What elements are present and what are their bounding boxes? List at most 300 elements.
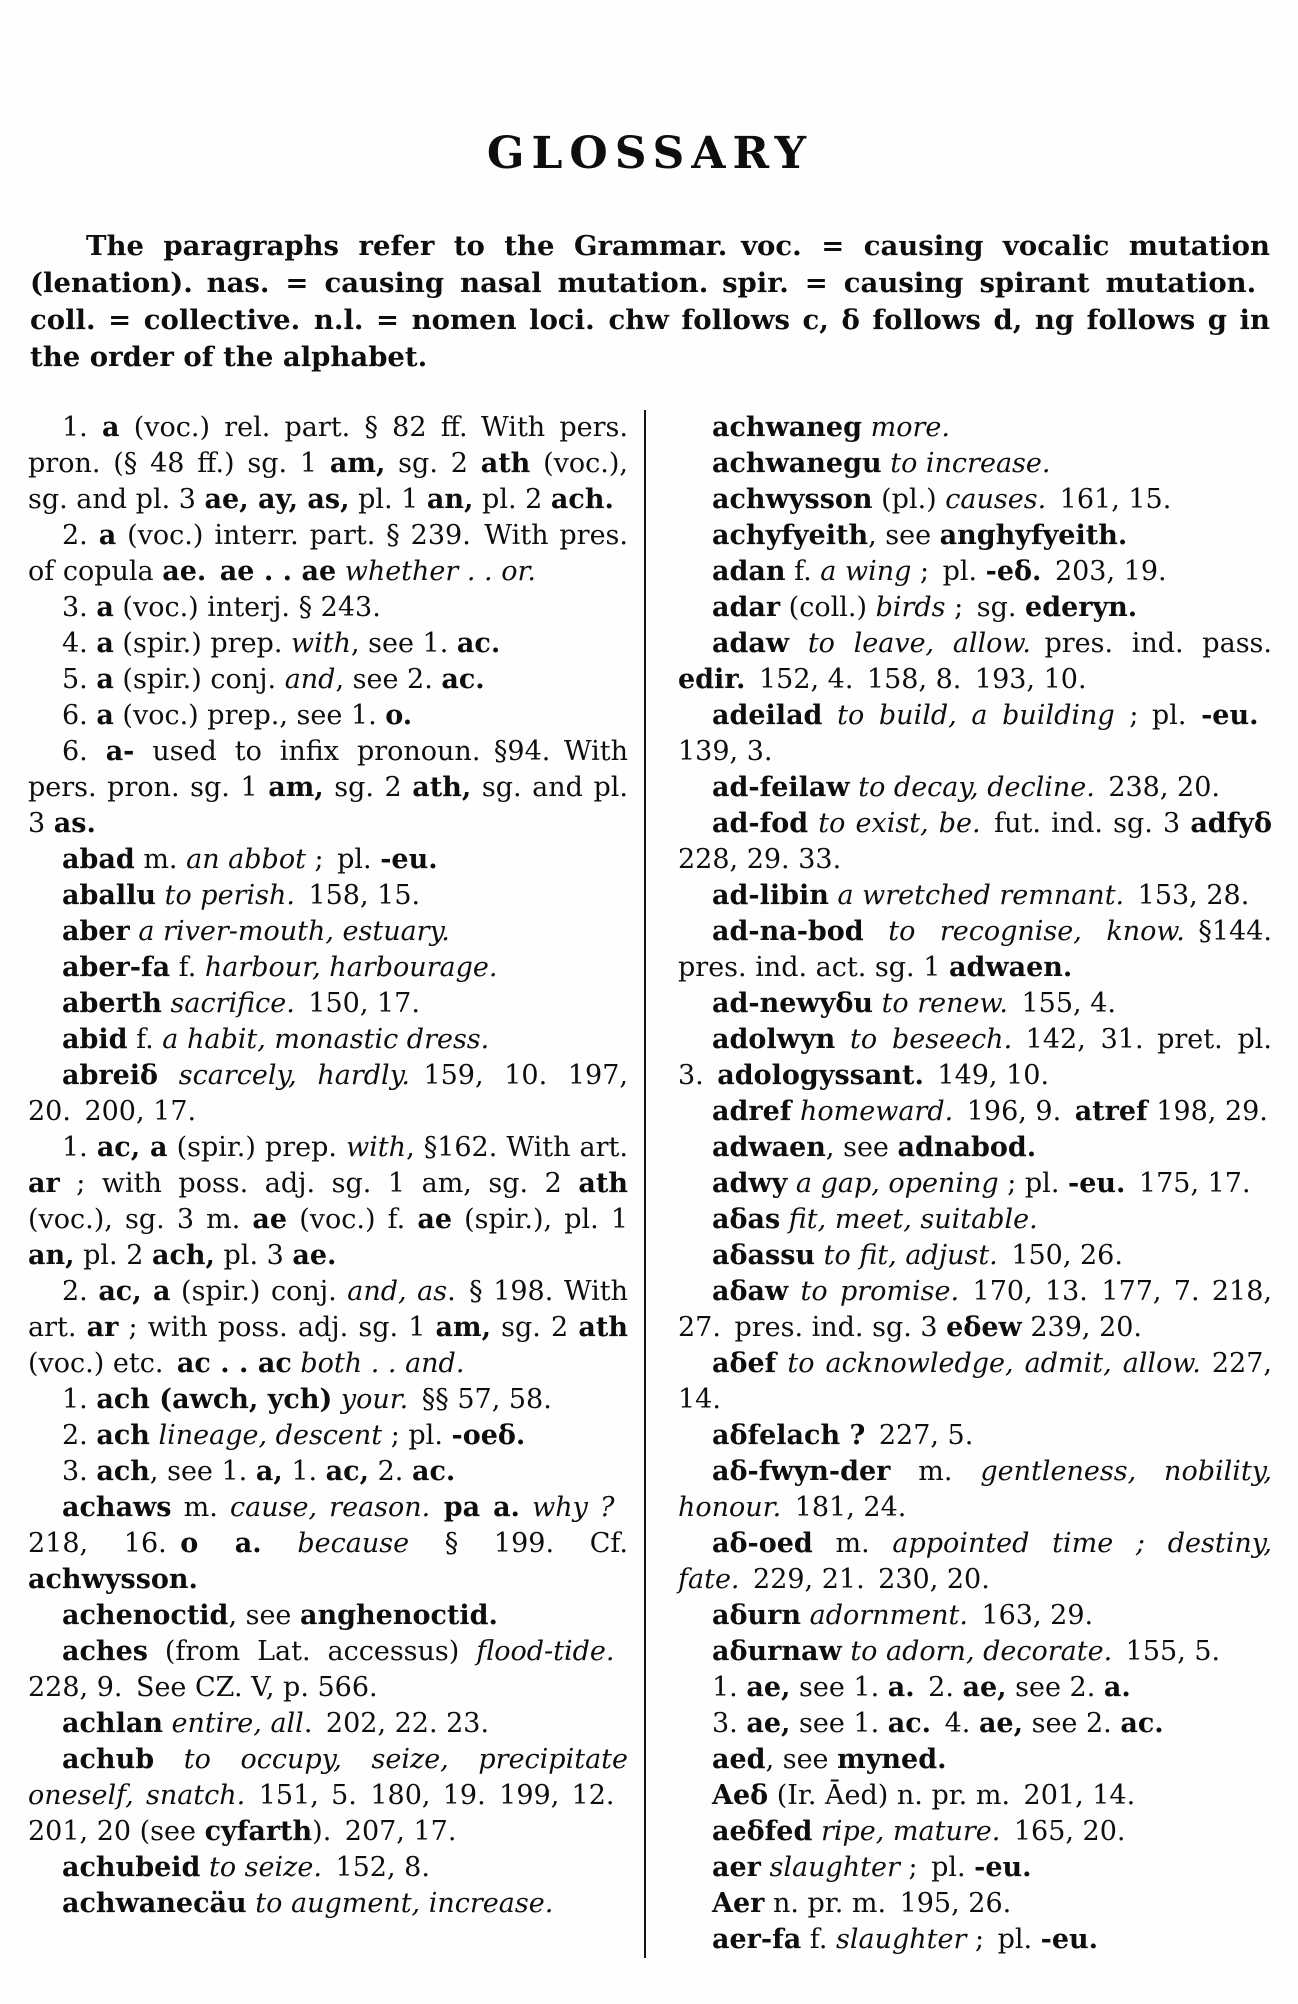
entry-text-segment: 149, 10. [923, 1060, 1050, 1091]
entry-text-segment: aδef [712, 1348, 777, 1379]
entry-text-segment: 3. [62, 1456, 97, 1487]
glossary-entry [28, 950, 628, 986]
glossary-entry [678, 554, 1272, 590]
entry-text-segment: anghenoctid. [300, 1600, 498, 1631]
glossary-entry [28, 1454, 628, 1490]
entry-text-segment: ath [578, 1168, 628, 1199]
entry-text-segment: with [291, 628, 351, 659]
entry-text-segment: -eu. [1040, 1924, 1099, 1955]
glossary-entry [678, 1094, 1272, 1130]
glossary-entry [28, 662, 628, 698]
entry-text-segment: -eδ. [985, 556, 1042, 587]
entry-text-segment: 1. [62, 1384, 97, 1415]
glossary-entry [678, 1418, 1272, 1454]
entry-text-segment: (spir.) prep. [167, 1132, 347, 1163]
entry-text-segment: , see 1. [149, 1456, 256, 1487]
entry-text-segment: -eu. [1068, 1168, 1126, 1199]
entry-text-segment: ac. [441, 664, 485, 695]
entry-text-segment: to leave, allow. [807, 628, 1031, 659]
glossary-entry [28, 1850, 628, 1886]
glossary-entry [28, 1058, 628, 1130]
entry-text-segment: ath, [412, 772, 472, 803]
entry-text-segment [154, 1744, 184, 1775]
glossary-entry [678, 986, 1272, 1022]
entry-text-segment: adolwyn [712, 1024, 836, 1055]
entry-text-segment: achwaneg [712, 412, 862, 443]
entry-text-segment: ad-fod [712, 808, 809, 839]
entry-text-segment: ; pl. [899, 1852, 975, 1883]
entry-text-segment: . 202, 22. 23. [303, 1708, 490, 1739]
entry-text-segment [882, 448, 891, 479]
glossary-columns [28, 410, 1272, 1958]
entry-text-segment: 229, 21. 230, 20. [739, 1564, 990, 1595]
glossary-entry [28, 626, 628, 662]
entry-text-segment: aber [62, 916, 130, 947]
entry-text-segment: a [96, 592, 114, 623]
glossary-entry [678, 1130, 1272, 1166]
entry-text-segment: achwanegu [712, 448, 882, 479]
entry-text-segment: f. [785, 556, 821, 587]
entry-text-segment: adref [712, 1096, 792, 1127]
entry-text-segment: aer [712, 1852, 761, 1883]
entry-text-segment: -eu. [974, 1852, 1032, 1883]
entry-text-segment: to beseech. [850, 1024, 1013, 1055]
entry-text-segment: 1. [712, 1672, 747, 1703]
entry-text-segment: 181, 24. [781, 1492, 907, 1523]
entry-text-segment: a, [255, 1456, 283, 1487]
entry-text-segment: ; with poss. adj. sg. 1 am, sg. 2 [59, 1168, 579, 1199]
glossary-entry [678, 1022, 1272, 1094]
entry-text-segment: , see [825, 1132, 898, 1163]
entry-text-segment: adfyδ [1190, 808, 1272, 839]
entry-text-segment: pl. 1 [349, 484, 427, 515]
entry-text-segment: m. [171, 1492, 230, 1523]
entry-text-segment: 203, 19. [1041, 556, 1167, 587]
glossary-entry [28, 1706, 628, 1742]
entry-text-segment [808, 808, 818, 839]
entry-text-segment: 159, 10. 197, 20. 200, 17. [28, 1060, 628, 1127]
entry-text-segment: abid [62, 1024, 128, 1055]
glossary-entry [28, 1022, 628, 1058]
entry-text-segment: (voc.), sg. 3 m. [28, 1204, 253, 1235]
entry-text-segment: o a. [180, 1528, 262, 1559]
entry-text-segment: sacrifice. [170, 988, 295, 1019]
entry-text-segment [850, 772, 859, 803]
entry-text-segment: appointed time ; destiny, fate. [678, 1528, 1272, 1595]
glossary-entry [28, 986, 628, 1022]
entry-text-segment: f. [127, 1024, 163, 1055]
entry-text-segment: aδ-oed [712, 1528, 813, 1559]
entry-text-segment: ; pl. [998, 1168, 1068, 1199]
entry-text-segment [788, 1276, 800, 1307]
entry-text-segment: ; pl. [382, 1420, 452, 1451]
entry-text-segment: edir. [678, 664, 746, 695]
entry-text-segment: (pl.) [872, 484, 946, 515]
entry-text-segment: more. [870, 412, 950, 443]
entry-text-segment: 196, 9. [953, 1096, 1075, 1127]
entry-text-segment: to build, a building [837, 700, 1115, 731]
entry-text-segment: birds [875, 592, 946, 623]
entry-text-segment: adologyssant. [717, 1060, 924, 1091]
entry-text-segment: an, [426, 484, 474, 515]
entry-text-segment: achub [62, 1744, 155, 1775]
entry-text-segment: 227, 5. [865, 1420, 974, 1451]
entry-text-segment: abreiδ [62, 1060, 159, 1091]
entry-text-segment: homeward. [800, 1096, 954, 1127]
entry-text-segment: ae, [746, 1708, 791, 1739]
entry-text-segment: ; pl. [1114, 700, 1202, 731]
entry-text-segment [156, 880, 165, 911]
entry-text-segment: ae, [978, 1708, 1024, 1739]
entry-text-segment [789, 628, 808, 659]
entry-text-segment: (voc.) rel. part. § 82 ff. With pers. pron. (§ 48 ff.) sg. 1 [28, 412, 628, 479]
entry-text-segment: to occupy, seize, precipitate oneself, snatch. [28, 1744, 628, 1811]
entry-text-segment: sg. and pl. 3 [28, 772, 628, 839]
page-title: GLOSSARY [486, 128, 814, 179]
entry-text-segment: adan [712, 556, 786, 587]
entry-text-segment: aber-fa [62, 952, 171, 983]
entry-text-segment: achenoctid [62, 1600, 229, 1631]
entry-text-segment: ac. [456, 628, 501, 659]
entry-text-segment: ; with poss. adj. sg. 1 [118, 1312, 436, 1343]
entry-text-segment: 6. [62, 700, 97, 731]
glossary-entry [678, 1670, 1272, 1706]
glossary-entry [28, 1742, 628, 1850]
entry-text-segment: ach [96, 1420, 150, 1451]
entry-text-segment: 152, 4. 158, 8. 193, 10. [745, 664, 1087, 695]
entry-text-segment: ae, [962, 1672, 1007, 1703]
entry-text-segment: ach [96, 1456, 150, 1487]
entry-text-segment: (coll.) [780, 592, 876, 623]
entry-text-segment: §§ 57, 58. [408, 1384, 552, 1415]
entry-text-segment: as. [53, 808, 96, 839]
entry-text-segment: 4. [931, 1708, 979, 1739]
entry-text-segment: 142, 31. pret. pl. 3. [678, 1024, 1273, 1091]
entry-text-segment: ac, [325, 1456, 370, 1487]
entry-text-segment: 228, 9. See CZ. V, p. 566. [28, 1636, 628, 1703]
entry-text-segment: 3. [712, 1708, 747, 1739]
entry-text-segment: 1. [62, 412, 102, 443]
entry-text-segment: a. [887, 1672, 915, 1703]
entry-text-segment: a. [1103, 1672, 1131, 1703]
glossary-entry [28, 698, 628, 734]
entry-text-segment: to adorn, decorate. [850, 1636, 1113, 1667]
entry-text-segment [780, 1204, 789, 1235]
entry-text-segment: 165, 20. [1000, 1816, 1126, 1847]
entry-text-segment [812, 1816, 821, 1847]
entry-text-segment: am, [329, 448, 386, 479]
entry-text-segment: aed [712, 1744, 766, 1775]
glossary-entry [678, 1706, 1272, 1742]
column-right [678, 410, 1272, 1958]
entry-text-segment: ; pl. [305, 844, 381, 875]
entry-text-segment: (spir.) conj. [170, 1276, 348, 1307]
entry-text-segment: a wing [820, 556, 912, 587]
entry-text-segment: a wretched remnant. [837, 880, 1125, 911]
entry-text-segment: to perish. [164, 880, 295, 911]
entry-text-segment: ae [252, 1204, 288, 1235]
entry-text-segment: (voc.) f. [287, 1204, 418, 1235]
glossary-entry [678, 1274, 1272, 1346]
entry-text-segment: myned. [837, 1744, 947, 1775]
entry-text-segment: a- [105, 736, 135, 767]
entry-text-segment: (voc.) interj. § 243. [113, 592, 381, 623]
entry-text-segment: (spir.), pl. 1 [452, 1204, 628, 1235]
glossary-entry [678, 698, 1272, 770]
entry-text-segment: aδfelach ? [712, 1420, 866, 1451]
entry-text-segment: an, [28, 1240, 75, 1271]
entry-text-segment: aballu [62, 880, 157, 911]
glossary-entry [678, 626, 1272, 698]
entry-text-segment: , see 2. [335, 664, 442, 695]
entry-text-segment: to seize. [208, 1852, 322, 1883]
entry-text-segment: § 199. Cf. [409, 1528, 628, 1559]
entry-text-segment: -eu. [1201, 700, 1259, 731]
entry-text-segment: 158, 15. [294, 880, 421, 911]
entry-text-segment: (voc.), sg. and pl. 3 [28, 448, 628, 515]
glossary-entry [678, 482, 1272, 518]
entry-text-segment: 2. [914, 1672, 963, 1703]
entry-text-segment: see 1. [790, 1708, 888, 1739]
entry-text-segment: pl. 2 [74, 1240, 152, 1271]
entry-text-segment: Aer [712, 1888, 765, 1919]
entry-text-segment: 5. [62, 664, 97, 695]
entry-text-segment: 150, 26. [997, 1240, 1123, 1271]
entry-text-segment: 1. [282, 1456, 326, 1487]
entry-text-segment: adaw [712, 628, 790, 659]
glossary-entry [28, 1418, 628, 1454]
entry-text-segment: 2. [369, 1456, 412, 1487]
entry-text-segment: 139, 3. [678, 700, 1272, 767]
entry-text-segment: achyfyeith [712, 520, 869, 551]
glossary-entry [678, 1778, 1272, 1814]
entry-text-segment: f. [801, 1924, 836, 1955]
entry-text-segment: ; pl. [911, 556, 986, 587]
entry-text-segment: see 2. [1006, 1672, 1104, 1703]
entry-text-segment: why ? [532, 1492, 615, 1523]
glossary-entry [678, 446, 1272, 482]
entry-text-segment: your. [340, 1384, 409, 1415]
entry-text-segment: a [96, 700, 114, 731]
entry-text-segment: f. [170, 952, 205, 983]
entry-text-segment: aberth [62, 988, 162, 1019]
entry-text-segment: Aeδ [712, 1780, 769, 1811]
entry-text-segment: used to infix pronoun. §94. With pers. pron. sg. 1 [28, 736, 628, 803]
entry-text-segment [776, 1348, 787, 1379]
glossary-entry [678, 1886, 1272, 1922]
entry-text-segment: an abbot [186, 844, 306, 875]
entry-text-segment: cause, reason. [230, 1492, 431, 1523]
glossary-entry [678, 518, 1272, 554]
entry-text-segment: because [297, 1528, 410, 1559]
glossary-entry [28, 914, 628, 950]
entry-text-segment: am, [435, 1312, 492, 1343]
glossary-entry [28, 1886, 628, 1922]
entry-text-segment [791, 1096, 800, 1127]
entry-text-segment: ac, a [98, 1276, 171, 1307]
entry-text-segment: m. [134, 844, 187, 875]
entry-text-segment: 2. [62, 1276, 99, 1307]
glossary-entry [28, 1598, 628, 1634]
entry-text-segment: achwanecäu [62, 1888, 247, 1919]
entry-text-segment: ; sg. [945, 592, 1026, 623]
glossary-entry [28, 590, 628, 626]
entry-text-segment: with [346, 1132, 407, 1163]
glossary-entry [678, 770, 1272, 806]
entry-text-segment [761, 1852, 770, 1883]
glossary-entry [678, 878, 1272, 914]
entry-text-segment [862, 412, 871, 443]
glossary-entry [28, 878, 628, 914]
entry-text-segment: (from Lat. accessus) [147, 1636, 477, 1667]
entry-text-segment: ad-feilaw [712, 772, 850, 803]
entry-text-segment: 2. [62, 520, 99, 551]
entry-text-segment: ar [86, 1312, 119, 1343]
entry-text-segment [787, 1168, 796, 1199]
entry-text-segment: ). 207, 17. [312, 1816, 457, 1847]
entry-text-segment: to recognise, know. [888, 916, 1185, 947]
entry-text-segment: lineage, descent [158, 1420, 383, 1451]
entry-text-segment [873, 988, 882, 1019]
entry-text-segment: see 1. [790, 1672, 888, 1703]
entry-text-segment: to exist, be. [818, 808, 981, 839]
entry-text-segment: ach, [151, 1240, 215, 1271]
entry-text-segment: m. [890, 1456, 981, 1487]
entry-text-segment: pres. ind. pass. [1030, 628, 1272, 659]
entry-text-segment: 152, 8. [321, 1852, 430, 1883]
glossary-entry [678, 1634, 1272, 1670]
entry-text-segment: a [96, 628, 114, 659]
entry-text-segment: eδew [946, 1312, 1022, 1343]
entry-text-segment: aer-fa [712, 1924, 802, 1955]
entry-text-segment: ac. [411, 1456, 456, 1487]
entry-text-segment: adar [712, 592, 781, 623]
entry-text-segment: slaughter [769, 1852, 900, 1883]
entry-text-segment: cyfarth [204, 1816, 313, 1847]
entry-text-segment [801, 1600, 810, 1631]
entry-text-segment: and, as [347, 1276, 448, 1307]
glossary-entry [28, 1382, 628, 1418]
entry-text-segment: adnabod. [897, 1132, 1037, 1163]
entry-text-segment: 239, 20. [1021, 1312, 1143, 1343]
entry-text-segment: ripe, mature. [820, 1816, 1001, 1847]
entry-text-segment [520, 1492, 532, 1523]
entry-text-segment: 163, 29. [967, 1600, 1094, 1631]
entry-text-segment: pa a. [443, 1492, 520, 1523]
entry-text-segment: (voc.) etc. [28, 1348, 177, 1379]
entry-text-segment: ad-libin [712, 880, 829, 911]
entry-text-segment [332, 1384, 341, 1415]
entry-text-segment: to increase. [890, 448, 1051, 479]
entry-text-segment: achubeid [62, 1852, 201, 1883]
entry-text-segment: abad [62, 844, 135, 875]
entry-text-segment [815, 1240, 824, 1271]
entry-text-segment [430, 1492, 444, 1523]
glossary-entry [678, 1850, 1272, 1886]
entry-text-segment: adwaen [712, 1132, 826, 1163]
entry-text-segment: (Ir. Āed) n. pr. m. 201, 14. [768, 1780, 1136, 1811]
entry-text-segment: (spir.) prep. [113, 628, 291, 659]
entry-text-segment: both . . and. [300, 1348, 465, 1379]
entry-text-segment: (voc.) prep., see 1. [113, 700, 386, 731]
entry-text-segment: anghyfyeith. [939, 520, 1128, 551]
entry-text-segment: to augment, increase. [255, 1888, 554, 1919]
entry-text-segment: aeδfed [712, 1816, 813, 1847]
entry-text-segment: adeilad [712, 700, 823, 731]
intro-paragraph: The paragraphs refer to the Grammar. voc. = causing vocalic mutation (lenation). nas. = causing nasal mutation. spir. = causing spirant mutation. coll. = collective. n.l. = nomen loci. chw follows c, δ follows d, ng follows g in the order of the alphabet. [30, 230, 1270, 373]
entry-text-segment: achaws [62, 1492, 172, 1523]
entry-text-segment: adornment. [809, 1600, 968, 1631]
entry-text-segment: sg. 2 [491, 1312, 579, 1343]
entry-text-segment [163, 1708, 172, 1739]
entry-text-segment: ac, a [96, 1132, 168, 1163]
entry-text-segment: aδurn [712, 1600, 801, 1631]
entry-text-segment: 150, 17. [294, 988, 420, 1019]
entry-text-segment: flood-tide. [476, 1636, 615, 1667]
entry-text-segment: atref [1074, 1096, 1148, 1127]
entry-text-segment: -oeδ. [451, 1420, 526, 1451]
glossary-entry [678, 1454, 1272, 1526]
entry-text-segment: fut. ind. sg. 3 [980, 808, 1191, 839]
glossary-entry [678, 1922, 1272, 1958]
entry-text-segment: achwysson [712, 484, 873, 515]
glossary-entry [678, 1166, 1272, 1202]
entry-text-segment [150, 1420, 159, 1451]
entry-text-segment: pl. 2 [473, 484, 551, 515]
column-divider-rule [644, 410, 646, 1958]
glossary-entry [28, 1490, 628, 1598]
entry-text-segment: ath [578, 1312, 628, 1343]
entry-text-segment: n. pr. m. 195, 26. [764, 1888, 1012, 1919]
entry-text-segment: whether . . or. [336, 556, 537, 587]
entry-text-segment: , see [228, 1600, 300, 1631]
entry-text-segment [262, 1528, 298, 1559]
entry-text-segment: pl. 3 [214, 1240, 293, 1271]
glossary-entry [678, 914, 1272, 986]
entry-text-segment: 6. [62, 736, 106, 767]
entry-text-segment: ar [28, 1168, 60, 1199]
glossary-entry [28, 1274, 628, 1382]
glossary-entry [678, 1598, 1272, 1634]
entry-text-segment [864, 916, 889, 947]
entry-text-segment: (voc.) interr. part. § 239. With pres. of copula [28, 520, 629, 587]
glossary-entry [678, 1238, 1272, 1274]
entry-text-segment: §144. pres. ind. act. sg. 1 [678, 916, 1272, 983]
entry-text-segment: 153, 28. [1124, 880, 1250, 911]
entry-text-segment: aδurnaw [712, 1636, 842, 1667]
entry-text-segment: ae. [292, 1240, 337, 1271]
entry-text-segment: to acknowledge, admit, allow. [787, 1348, 1201, 1379]
entry-text-segment: -eu. [380, 844, 438, 875]
glossary-entry [678, 1346, 1272, 1418]
entry-text-segment: to decay, decline. [858, 772, 1095, 803]
entry-text-segment: harbour, harbourage. [204, 952, 498, 983]
entry-text-segment: see 2. [1023, 1708, 1121, 1739]
glossary-entry [28, 410, 628, 518]
entry-text-segment: fit, meet, suitable. [788, 1204, 1038, 1235]
glossary-entry [28, 842, 628, 878]
entry-text-segment: adwaen. [948, 952, 1073, 983]
entry-text-segment: a gap, opening [795, 1168, 999, 1199]
entry-text-segment: 175, 17. [1125, 1168, 1251, 1199]
glossary-entry [678, 1814, 1272, 1850]
entry-text-segment: a river-mouth, estuary. [138, 916, 450, 947]
entry-text-segment: ae, ay, as, [204, 484, 350, 515]
glossary-entry [28, 1634, 628, 1706]
entry-text-segment: 161, 15. [1046, 484, 1172, 515]
entry-text-segment: 2. [62, 1420, 97, 1451]
glossary-entry [28, 1130, 628, 1274]
